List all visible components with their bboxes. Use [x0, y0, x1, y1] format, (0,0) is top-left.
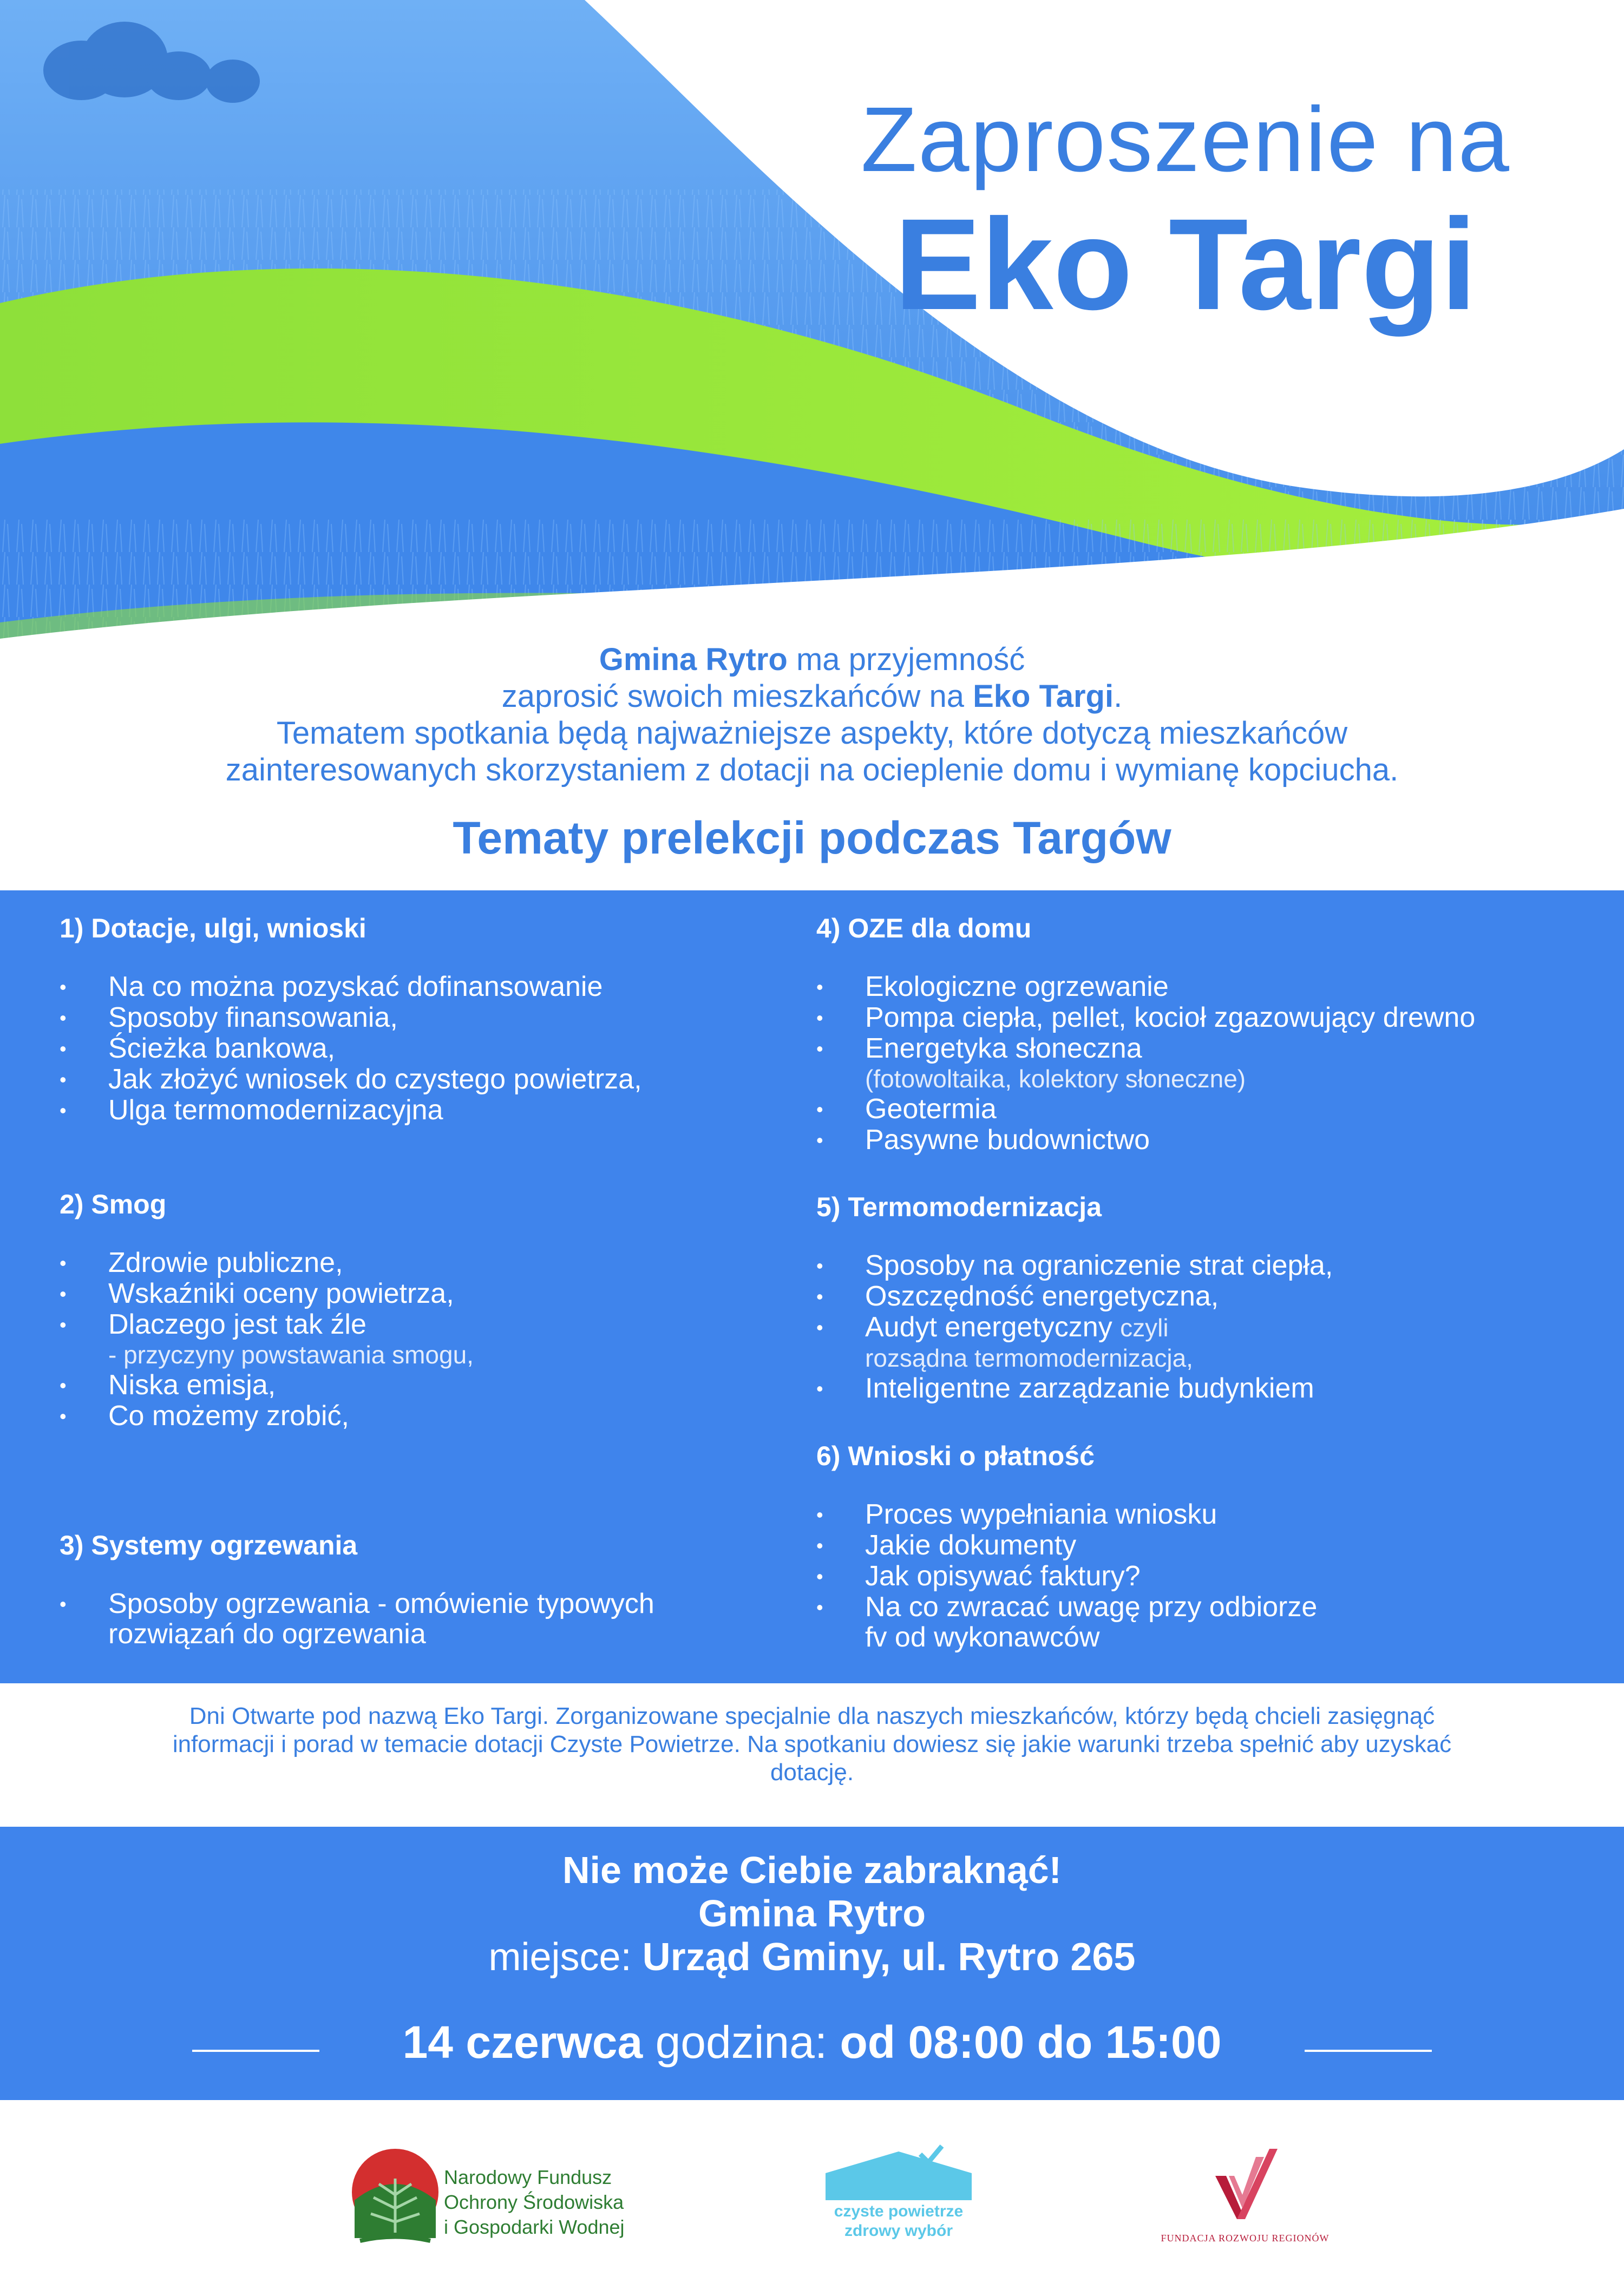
topic-list	[816, 1499, 1596, 1652]
list-item-subtext: - przyczyny powstawania smogu,	[108, 1341, 474, 1369]
list-item: • Inteligentne zarządzanie budynkiem	[816, 1373, 1596, 1404]
list-item: • Pompa ciepła, pellet, kocioł zgazowujący drewno	[816, 1002, 1596, 1033]
list-item: • Geotermia	[816, 1094, 1596, 1125]
list-item: • Sposoby ogrzewania - omówienie typowych	[60, 1589, 763, 1619]
house-check-icon	[826, 2143, 972, 2203]
topic-section	[60, 1188, 763, 1432]
list-item-subtext: (fotowoltaika, kolektory słoneczne)	[865, 1065, 1246, 1093]
nfosigw-logo	[349, 2143, 674, 2252]
nfosigw-emblem-icon	[349, 2146, 441, 2249]
list-item: • Jak złożyć wniosek do czystego powietrza,	[60, 1064, 763, 1095]
title-line-1: Zaproszenie na	[861, 88, 1510, 191]
czyste-powietrze-text: czyste powietrze zdrowy wybór	[834, 2202, 964, 2240]
cta-headline: Nie może Ciebie zabraknąć!	[562, 1849, 1062, 1891]
topic-title: 6) Wnioski o płatność	[816, 1441, 1095, 1471]
topic-section	[816, 1440, 1596, 1652]
list-item-continuation: rozwiązań do ogrzewania	[108, 1618, 426, 1650]
list-item: • Audyt energetyczny czyli	[816, 1312, 1596, 1343]
divider-right	[1305, 2050, 1432, 2052]
cta-banner	[0, 1827, 1624, 2100]
topic-list	[60, 1589, 763, 1649]
topic-title: 2) Smog	[60, 1189, 167, 1219]
list-item: • Jak opisywać faktury?	[816, 1561, 1596, 1592]
list-item: • Dlaczego jest tak źle	[60, 1309, 763, 1340]
list-item: • Proces wypełniania wniosku	[816, 1499, 1596, 1530]
topic-list	[60, 972, 763, 1126]
list-item: • Ścieżka bankowa,	[60, 1033, 763, 1064]
topic-list	[816, 972, 1596, 1156]
topic-title: 5) Termomodernizacja	[816, 1192, 1102, 1222]
topics-heading: Tematy prelekcji podczas Targów	[453, 812, 1171, 863]
list-item: • Wskaźniki oceny powietrza,	[60, 1278, 763, 1309]
title-line-2: Eko Targi	[894, 192, 1477, 337]
cta-date-time: 14 czerwca godzina: od 08:00 do 15:00	[402, 2017, 1222, 2068]
intro-municipality: Gmina Rytro	[599, 642, 788, 677]
list-item-subtext: rozsądna termomodernizacja,	[865, 1344, 1193, 1372]
topic-title: 3) Systemy ogrzewania	[60, 1530, 358, 1560]
list-item: • Niska emisja,	[60, 1370, 763, 1401]
fundacja-logo	[1153, 2143, 1337, 2252]
cta-location: miejsce: Urząd Gminy, ul. Rytro 265	[488, 1936, 1136, 1979]
topic-section	[816, 1191, 1596, 1404]
czyste-powietrze-logo	[823, 2143, 974, 2252]
topics-panel	[0, 890, 1624, 1683]
list-item: • Oszczędność energetyczna,	[816, 1281, 1596, 1312]
hero-banner	[0, 0, 1624, 650]
topic-list	[816, 1250, 1596, 1404]
topic-section	[816, 912, 1596, 1156]
topic-section	[60, 1529, 763, 1649]
list-item: • Ulga termomodernizacyjna	[60, 1095, 763, 1126]
list-item: • Energetyka słoneczna	[816, 1033, 1596, 1064]
nfosigw-name: Narodowy Fundusz Ochrony Środowiska i Gospodarki Wodnej	[444, 2166, 625, 2238]
list-item: • Jakie dokumenty	[816, 1530, 1596, 1561]
list-item: • Zdrowie publiczne,	[60, 1248, 763, 1278]
list-item: • Na co można pozyskać dofinansowanie	[60, 972, 763, 1002]
list-item: • Pasywne budownictwo	[816, 1125, 1596, 1156]
list-item: • Sposoby finansowania,	[60, 1002, 763, 1033]
list-item: • Sposoby na ograniczenie strat ciepła,	[816, 1250, 1596, 1281]
topic-title: 4) OZE dla domu	[816, 913, 1032, 943]
intro-text: Gmina Rytro ma przyjemność zaprosić swoich mieszkańców na Eko Targi. Tematem spotkania będą najważniejsze aspekty, które dotyczą mieszkańców zainteresowanych skorzystaniem z dotacji na ocieplenie domu i wymianę kopciucha.	[225, 642, 1399, 788]
list-item: • Co możemy zrobić,	[60, 1401, 763, 1432]
sponsor-logos	[0, 2105, 1624, 2296]
topic-list	[60, 1248, 763, 1432]
list-item: • Ekologiczne ogrzewanie	[816, 972, 1596, 1002]
cta-organizer: Gmina Rytro	[698, 1892, 926, 1934]
topic-section	[60, 912, 763, 1126]
list-item-continuation: fv od wykonawców	[865, 1622, 1100, 1653]
list-item: • Na co zwracać uwagę przy odbiorze	[816, 1592, 1596, 1623]
event-description: Dni Otwarte pod nazwą Eko Targi. Zorganizowane specjalnie dla naszych mieszkańców, którzy będą chcieli zasięgnąć informacji i porad w temacie dotacji Czyste Powietrze. Na spotkaniu dowiesz się jakie warunki trzeba spełnić aby uzyskać dotację.	[172, 1703, 1452, 1786]
fundacja-name: FUNDACJA ROZWOJU REGIONÓW	[1161, 2233, 1330, 2243]
fundacja-emblem-icon	[1204, 2143, 1286, 2225]
topic-title: 1) Dotacje, ulgi, wnioski	[60, 913, 366, 943]
